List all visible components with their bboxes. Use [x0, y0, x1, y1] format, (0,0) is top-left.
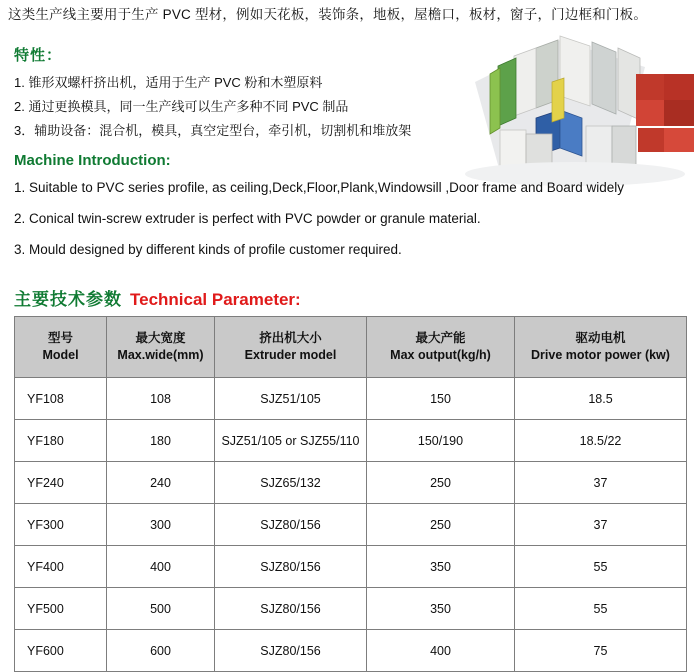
table-row	[15, 546, 687, 588]
cell-extruder-model: SJZ80/156	[215, 630, 367, 672]
column-header-drive-motor-power	[515, 317, 687, 378]
technical-parameter-heading-cn: 主要技术参数	[14, 290, 122, 309]
cell-max-output: 400	[367, 630, 515, 672]
column-header-model	[15, 317, 107, 378]
machine-introduction	[14, 152, 690, 270]
table-row	[15, 462, 687, 504]
table-row	[15, 588, 687, 630]
cell-extruder-model: SJZ65/132	[215, 462, 367, 504]
cell-extruder-model: SJZ80/156	[215, 504, 367, 546]
cell-model: YF600	[15, 630, 107, 672]
technical-parameter-heading	[14, 285, 301, 310]
cell-max-wide: 180	[107, 420, 215, 462]
features-chinese-line-2: 2. 通过更换模具，同一生产线可以生产多种不同 PVC 制品	[14, 99, 349, 114]
features-chinese-line-1: 1. 锥形双螺杆挤出机，适用于生产 PVC 粉和木塑原料	[14, 75, 323, 90]
cell-extruder-model: SJZ80/156	[215, 546, 367, 588]
cell-max-wide: 108	[107, 378, 215, 420]
technical-parameter-heading-en: Technical Parameter:	[130, 290, 301, 309]
table-row	[15, 420, 687, 462]
cell-model: YF180	[15, 420, 107, 462]
cell-max-wide: 240	[107, 462, 215, 504]
machine-introduction-line-1: 1. Suitable to PVC series profile, as ceiling,Deck,Floor,Plank,Windowsill ,Door frame and Board widely	[14, 180, 625, 195]
cell-drive-motor-power: 18.5	[515, 378, 687, 420]
column-header-extruder-model	[215, 317, 367, 378]
cell-model: YF500	[15, 588, 107, 630]
column-header-max-wide	[107, 317, 215, 378]
cell-model: YF400	[15, 546, 107, 588]
cell-max-wide: 300	[107, 504, 215, 546]
column-header-max-wide-en: Max.wide(mm)	[117, 348, 204, 362]
cell-extruder-model: SJZ80/156	[215, 588, 367, 630]
table-body	[15, 378, 687, 672]
parameters-table-wrapper	[14, 316, 686, 672]
table-row	[15, 630, 687, 672]
cell-drive-motor-power: 18.5/22	[515, 420, 687, 462]
column-header-max-output-en: Max output(kg/h)	[390, 348, 491, 362]
features-chinese-line-3: 3．辅助设备：混合机，模具，真空定型台，牵引机，切割机和堆放架	[14, 123, 412, 138]
features-chinese-title: 特性：	[14, 47, 63, 64]
cell-extruder-model: SJZ51/105 or SJZ55/110	[215, 420, 367, 462]
cell-drive-motor-power: 37	[515, 462, 687, 504]
cell-model: YF240	[15, 462, 107, 504]
table-row	[15, 504, 687, 546]
column-header-model-cn: 型号	[47, 331, 73, 345]
column-header-drive-motor-power-en: Drive motor power (kw)	[531, 348, 670, 362]
cell-model: YF108	[15, 378, 107, 420]
machine-introduction-line-2: 2. Conical twin-screw extruder is perfect with PVC powder or granule material.	[14, 211, 481, 226]
column-header-max-wide-cn: 最大宽度	[135, 331, 186, 345]
machine-introduction-title: Machine Introduction:	[14, 152, 171, 169]
cell-max-output: 250	[367, 504, 515, 546]
cell-drive-motor-power: 37	[515, 504, 687, 546]
intro-paragraph: 这类生产线主要用于生产 PVC 型材，例如天花板，装饰条，地板，屋檐口，板材，窗子，门边框和门板。	[8, 7, 648, 22]
column-header-drive-motor-power-cn: 驱动电机	[575, 331, 626, 345]
cell-max-output: 150/190	[367, 420, 515, 462]
column-header-model-en: Model	[42, 348, 79, 362]
cell-max-wide: 500	[107, 588, 215, 630]
table-header-row	[15, 317, 687, 378]
table-row	[15, 378, 687, 420]
cell-max-output: 150	[367, 378, 515, 420]
cell-drive-motor-power: 55	[515, 588, 687, 630]
column-header-max-output	[367, 317, 515, 378]
cell-max-wide: 600	[107, 630, 215, 672]
cell-max-output: 350	[367, 588, 515, 630]
cell-drive-motor-power: 75	[515, 630, 687, 672]
parameters-table	[14, 316, 687, 672]
cell-extruder-model: SJZ51/105	[215, 378, 367, 420]
column-header-extruder-model-cn: 挤出机大小	[259, 331, 322, 345]
column-header-max-output-cn: 最大产能	[415, 331, 466, 345]
cell-max-output: 350	[367, 546, 515, 588]
cell-max-output: 250	[367, 462, 515, 504]
machine-introduction-line-3: 3. Mould designed by different kinds of profile customer required.	[14, 242, 402, 257]
features-chinese	[14, 44, 454, 143]
cell-drive-motor-power: 55	[515, 546, 687, 588]
cell-max-wide: 400	[107, 546, 215, 588]
cell-model: YF300	[15, 504, 107, 546]
column-header-extruder-model-en: Extruder model	[244, 348, 337, 362]
